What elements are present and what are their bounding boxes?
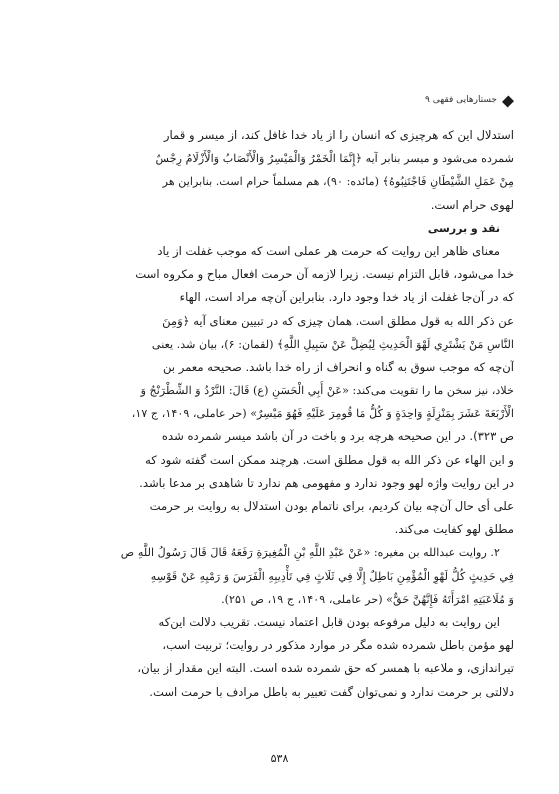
text-line: ۲. روایت عبدالله بن مغیره: «عَنْ عَبْدِ اللَّهِ بْنِ الْمُغِيرَةِ رَفَعَهُ قَالَ قَالَ رَسُولُ اللَّهِ ص [120, 546, 500, 560]
text-line: خدا می‌شود، قابل التزام نیست. زیرا لازمه آن حرمت افعال مباح و مکروه است [135, 267, 514, 282]
body-text [44, 124, 514, 704]
text-line: لهو مؤمن باطل شمرده شده مگر در موارد مذکور در روایت؛ تربیت اسب، [162, 638, 514, 653]
paragraph-critique [44, 240, 514, 541]
text-line: ص ۳۲۳). در این صحیحه هرچه برد و باخت در آن باشد میسر شمرده شده [161, 429, 514, 444]
text-line: که در آن‌جا غفلت از یاد خدا وجود دارد. بنابراین آن‌چه مراد است، الهاء [179, 290, 514, 305]
text-line: علی أی حال آن‌چه بیان کردیم، برای ناتمام بودن استدلال به روایت بر حرمت [149, 499, 514, 513]
paragraph-intro [44, 124, 514, 217]
text-line: وَ مُلَاعَبَتِهِ امْرَأَتَهُ فَإِنَّهُنَّ حَقٌّ» (حر عاملی، ۱۴۰۹، ج ۱۹، ص ۲۵۱). [221, 592, 514, 606]
text-line: آن‌چه که موجب سوق به گناه و انحراف از راه خدا باشد. صحیحه معمر بن [162, 359, 514, 374]
text-line: این روایت به دلیل مرفوعه بودن قابل اعتماد نیست. تقریب دلالت این‌که [158, 614, 500, 629]
text-line: مِنْ عَمَلِ الشَّيْطَانِ فَاجْتَنِبُوهُ﴾ (مائده: ۹۰)، هم مسلماً حرام است. بنابراین هر [162, 175, 514, 189]
page-number: ۵۳۸ [270, 752, 289, 765]
text-line: خلاد، نیز سخن ما را تقویت می‌کند: «عَنْ أَبِي الْحَسَنِ (ع) قَالَ: النَّرْدُ وَ الشِّطْرَنْجُ وَ [140, 384, 514, 398]
text-line: در این روایت واژه لهو وجود ندارد و مفهومی هم ندارد تا شاهدی بر مدعا باشد. [139, 475, 514, 490]
header-bullet-icon [502, 95, 514, 107]
paragraph-analysis [44, 611, 514, 704]
paragraph-narration-2 [44, 541, 514, 611]
header-title: جستارهایی فقهی ۹ [425, 95, 497, 105]
text-line: و این الهاء عن ذکر الله به قول مطلق است. هرچند ممکن است گفته شود که [145, 452, 514, 467]
text-line: استدلال این که هرچیزی که انسان را از یاد خدا غافل کند، از میسر و قمار [163, 128, 514, 142]
text-line: النَّاسِ مَنْ يَشْتَرِي لَهْوَ الْحَدِيثِ لِيُضِلَّ عَنْ سَبِيلِ اللَّهِ﴾ (لقمان: ۶)، بیان شد. یعنی [151, 337, 514, 351]
text-line: عن ذکر الله به قول مطلق است. همان چیزی که در تبیین معنای آیه ﴿وَمِنَ [162, 313, 514, 328]
section-heading: نقد و بررسی [427, 221, 500, 235]
running-header [0, 95, 559, 111]
text-line: معنای ظاهر این روایت که حرمت هر عملی است که موجب غفلت از یاد [157, 243, 500, 258]
text-line: الْأَرْبَعَةَ عَشَرَ بِمَنْزِلَةٍ وَاحِدَةٍ وَ كُلُّ مَا قُومِرَ عَلَيْهِ فَهُوَ مَيْسِرٌ» (حر عاملی، ۱۴۰۹، ج ۱۷، [131, 407, 514, 421]
text-line: مطلق لهو کفایت می‌کند. [394, 522, 514, 537]
text-line: لهوی حرام است. [430, 197, 514, 212]
text-line: شمرده می‌شود و میسر بنابر آیه ﴿إِنَّمَا الْخَمْرُ وَالْمَيْسِرُ وَالْأَنْصَابُ وَالْأَزْلَامُ رِجْسٌ [155, 152, 514, 166]
text-line: دلالتی بر حرمت ندارد و نمی‌توان گفت تعبیر به باطل مرادف با حرمت است. [149, 684, 514, 699]
text-line: فِي حَدِيثٍ كُلُّ لَهْوِ الْمُؤْمِنِ بَاطِلٌ إِلَّا فِي ثَلَاثٍ فِي تَأْدِيبِهِ الْفَرَسَ وَ رَمْيِهِ عَنْ قَوْسِهِ [150, 569, 514, 583]
text-line: تیراندازی، و ملاعبه با همسر که حق شمرده شده است. البته این مقدار از بیان، [137, 661, 514, 676]
